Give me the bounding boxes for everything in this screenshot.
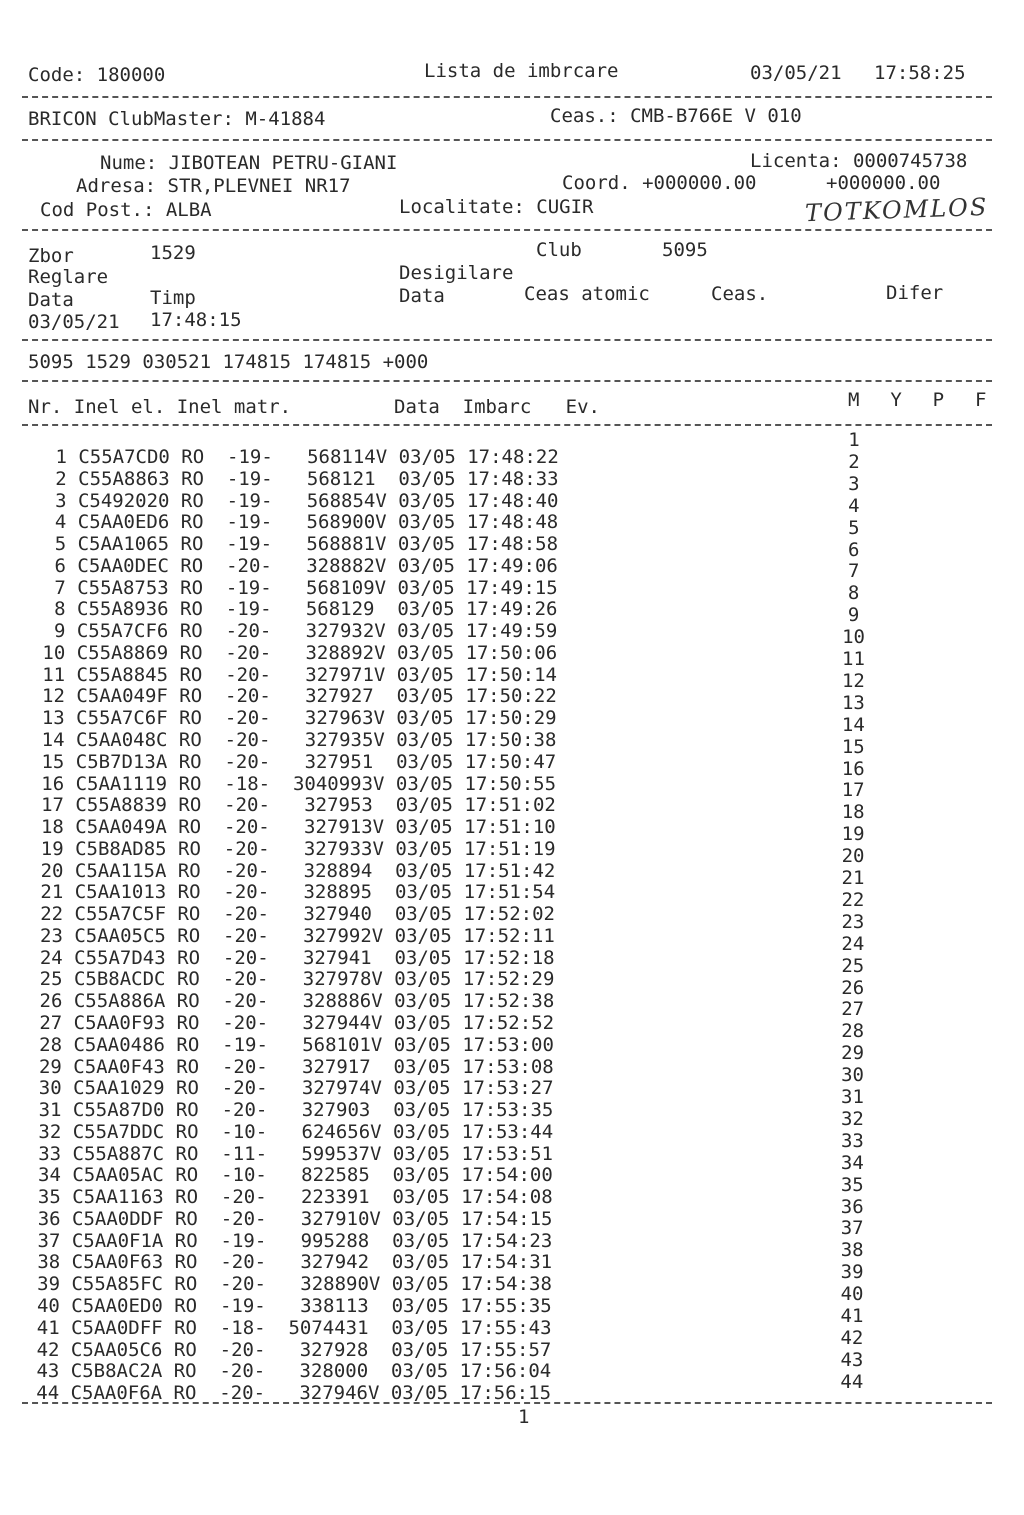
m-value: 12 xyxy=(841,669,865,692)
table-row: 30 C5AA1029 RO -20- 327974V 03/05 17:53:27 xyxy=(38,1077,554,1100)
m-value: 2 xyxy=(848,450,860,473)
divider xyxy=(22,424,992,426)
table-row: 38 C5AA0F63 RO -20- 327942 03/05 17:54:31 xyxy=(37,1251,553,1274)
table-row: 31 C55A87D0 RO -20- 327903 03/05 17:53:35 xyxy=(38,1099,554,1122)
table-row: 26 C55A886A RO -20- 328886V 03/05 17:52:38 xyxy=(39,990,555,1013)
m-value: 39 xyxy=(840,1261,864,1284)
table-row: 4 C5AA0ED6 RO -19- 568900V 03/05 17:48:48 xyxy=(43,511,559,534)
m-value: 31 xyxy=(841,1086,864,1108)
m-value: 30 xyxy=(841,1064,864,1087)
table-row: 22 C55A7C5F RO -20- 327940 03/05 17:52:02 xyxy=(40,903,555,926)
print-date: 03/05/21 xyxy=(750,62,842,84)
divider xyxy=(22,339,992,341)
m-value: 25 xyxy=(841,954,865,977)
m-value: 35 xyxy=(840,1173,864,1196)
m-value: 13 xyxy=(841,691,865,714)
table-row: 7 C55A8753 RO -19- 568109V 03/05 17:49:15 xyxy=(42,576,558,599)
table-row: 41 C5AA0DFF RO -18- 5074431 03/05 17:55:43 xyxy=(36,1316,552,1339)
table-row: 37 C5AA0F1A RO -19- 995288 03/05 17:54:23 xyxy=(37,1229,553,1252)
difference-label: Difer xyxy=(886,282,944,304)
coordinates-second: +000000.00 xyxy=(826,172,941,194)
table-row: 33 C55A887C RO -11- 599537V 03/05 17:53:51 xyxy=(38,1142,553,1165)
coordinates: Coord. +000000.00 xyxy=(562,172,757,194)
m-value: 26 xyxy=(841,976,865,999)
table-row: 23 C5AA05C5 RO -20- 327992V 03/05 17:52:11 xyxy=(40,924,555,947)
mypf-header: M Y P F xyxy=(848,389,987,411)
table-row: 18 C5AA049A RO -20- 327913V 03/05 17:51:10 xyxy=(40,816,556,839)
divider xyxy=(22,229,992,231)
divider xyxy=(22,139,992,141)
table-row: 42 C5AA05C6 RO -20- 327928 03/05 17:55:57 xyxy=(36,1338,552,1361)
m-value: 21 xyxy=(841,867,865,889)
m-value: 11 xyxy=(842,648,865,670)
clubmaster-id: BRICON ClubMaster: M-41884 xyxy=(28,108,326,130)
club-value: 5095 xyxy=(662,239,708,261)
table-row: 17 C55A8839 RO -20- 327953 03/05 17:51:02 xyxy=(41,794,556,817)
m-value: 32 xyxy=(840,1107,864,1130)
table-row: 14 C5AA048C RO -20- 327935V 03/05 17:50:38 xyxy=(41,729,557,751)
m-value: 42 xyxy=(840,1326,864,1349)
m-value: 15 xyxy=(841,735,865,758)
m-value: 44 xyxy=(840,1370,864,1393)
table-row: 44 C5AA0F6A RO -20- 327946V 03/05 17:56:15 xyxy=(36,1382,552,1405)
m-value: 9 xyxy=(847,604,860,627)
table-row: 2 C55A8863 RO -19- 568121 03/05 17:48:33 xyxy=(43,467,559,490)
table-row: 40 C5AA0ED0 RO -19- 338113 03/05 17:55:35 xyxy=(36,1295,552,1318)
table-row: 28 C5AA0486 RO -19- 568101V 03/05 17:53:00 xyxy=(39,1033,554,1056)
page-number: 1 xyxy=(518,1406,530,1428)
table-row: 11 C55A8845 RO -20- 327971V 03/05 17:50:14 xyxy=(42,663,557,686)
document-title: Lista de imbrcare xyxy=(424,60,619,82)
m-value: 33 xyxy=(840,1129,864,1152)
m-value: 8 xyxy=(847,582,860,605)
owner-name: Nume: JIBOTEAN PETRU-GIANI xyxy=(100,152,398,174)
table-row: 35 C5AA1163 RO -20- 223391 03/05 17:54:08 xyxy=(37,1186,553,1209)
table-row: 32 C55A7DDC RO -10- 624656V 03/05 17:53:44 xyxy=(38,1120,554,1143)
m-value: 19 xyxy=(841,823,865,846)
m-value: 28 xyxy=(841,1020,865,1043)
m-value: 1 xyxy=(848,429,860,451)
m-value: 22 xyxy=(841,888,865,911)
table-row: 16 C5AA1119 RO -18- 3040993V 03/05 17:50:55 xyxy=(41,772,557,795)
m-value: 4 xyxy=(848,494,860,517)
m-value: 43 xyxy=(840,1348,864,1371)
m-value: 17 xyxy=(841,779,865,802)
table-row: 3 C5492020 RO -19- 568854V 03/05 17:48:40 xyxy=(43,489,559,512)
handwritten-note: TOTKOMLOS xyxy=(804,192,989,228)
table-header: Nr. Inel el. Inel matr. Data Imbarc Ev. xyxy=(28,396,600,418)
table-row: 6 C5AA0DEC RO -20- 328882V 03/05 17:49:06 xyxy=(43,554,558,577)
m-value: 16 xyxy=(841,757,865,780)
table-row: 24 C55A7D43 RO -20- 327941 03/05 17:52:18 xyxy=(39,946,555,969)
reglare-label: Reglare xyxy=(28,266,109,288)
m-value: 40 xyxy=(840,1283,864,1306)
m-value: 24 xyxy=(841,932,865,955)
table-row: 1 C55A7CD0 RO -19- 568114V 03/05 17:48:22 xyxy=(44,446,559,468)
m-value: 14 xyxy=(841,713,865,736)
table-row: 39 C55A85FC RO -20- 328890V 03/05 17:54:38 xyxy=(37,1273,552,1296)
table-row: 34 C5AA05AC RO -10- 822585 03/05 17:54:00 xyxy=(38,1164,553,1187)
table-row: 10 C55A8869 RO -20- 328892V 03/05 17:50:06 xyxy=(42,641,558,664)
clock-label: Ceas. xyxy=(711,283,769,305)
table-row: 29 C5AA0F43 RO -20- 327917 03/05 17:53:08 xyxy=(38,1055,554,1078)
clock-id: Ceas.: CMB-B766E V 010 xyxy=(550,105,802,127)
table-row: 27 C5AA0F93 RO -20- 327944V 03/05 17:52:52 xyxy=(39,1012,555,1035)
summary-line: 5095 1529 030521 174815 174815 +000 xyxy=(28,351,429,373)
m-value: 38 xyxy=(840,1239,864,1262)
table-row: 13 C55A7C6F RO -20- 327963V 03/05 17:50:29 xyxy=(41,707,557,730)
print-time: 17:58:25 xyxy=(874,62,966,84)
m-value: 41 xyxy=(840,1305,864,1327)
m-value: 23 xyxy=(841,910,865,933)
data-label: Data xyxy=(28,289,74,311)
table-row: 9 C55A7CF6 RO -20- 327932V 03/05 17:49:59 xyxy=(42,620,558,643)
divider xyxy=(22,96,992,98)
locality: Localitate: CUGIR xyxy=(399,196,594,218)
m-value: 29 xyxy=(841,1042,865,1065)
divider xyxy=(22,380,992,382)
setting-date: 03/05/21 xyxy=(28,311,120,333)
table-row: 21 C5AA1013 RO -20- 328895 03/05 17:51:54 xyxy=(40,881,556,904)
m-value: 37 xyxy=(840,1217,864,1240)
data2-label: Data xyxy=(399,285,445,307)
m-value: 20 xyxy=(841,845,865,868)
table-row: 12 C5AA049F RO -20- 327927 03/05 17:50:22 xyxy=(42,685,557,708)
club-label: Club xyxy=(536,239,582,261)
license-number: Licenta: 0000745738 xyxy=(750,150,968,172)
zbor-label: Zbor xyxy=(28,245,74,267)
zbor-value: 1529 xyxy=(150,242,196,264)
table-row: 19 C5B8AD85 RO -20- 327933V 03/05 17:51:19 xyxy=(40,837,556,860)
m-value: 27 xyxy=(841,998,865,1021)
m-value: 6 xyxy=(848,538,860,561)
table-row: 43 C5B8AC2A RO -20- 328000 03/05 17:56:04 xyxy=(36,1360,552,1383)
table-row: 25 C5B8ACDC RO -20- 327978V 03/05 17:52:29 xyxy=(39,968,555,991)
m-value: 3 xyxy=(848,472,860,495)
table-row: 15 C5B7D13A RO -20- 327951 03/05 17:50:47 xyxy=(41,750,557,773)
postal-code: Cod Post.: ALBA xyxy=(40,199,212,221)
code-label: Code: 180000 xyxy=(28,64,166,86)
desigilare-label: Desigilare xyxy=(399,262,514,284)
table-row: 20 C5AA115A RO -20- 328894 03/05 17:51:42 xyxy=(40,859,556,882)
owner-address: Adresa: STR,PLEVNEI NR17 xyxy=(76,175,351,197)
atomic-clock-label: Ceas atomic xyxy=(524,283,650,305)
table-row: 36 C5AA0DDF RO -20- 327910V 03/05 17:54:15 xyxy=(37,1207,553,1230)
m-value: 36 xyxy=(840,1195,864,1218)
setting-time: 17:48:15 xyxy=(150,309,242,331)
divider xyxy=(22,1402,992,1404)
m-value: 18 xyxy=(841,801,865,824)
table-row: 8 C55A8936 RO -19- 568129 03/05 17:49:26 xyxy=(42,598,558,621)
m-value: 5 xyxy=(848,516,860,539)
m-value: 10 xyxy=(842,626,865,649)
table-row: 5 C5AA1065 RO -19- 568881V 03/05 17:48:58 xyxy=(43,533,559,556)
timp-label: Timp xyxy=(150,287,196,309)
m-value: 34 xyxy=(840,1151,864,1174)
m-value: 7 xyxy=(847,560,860,583)
